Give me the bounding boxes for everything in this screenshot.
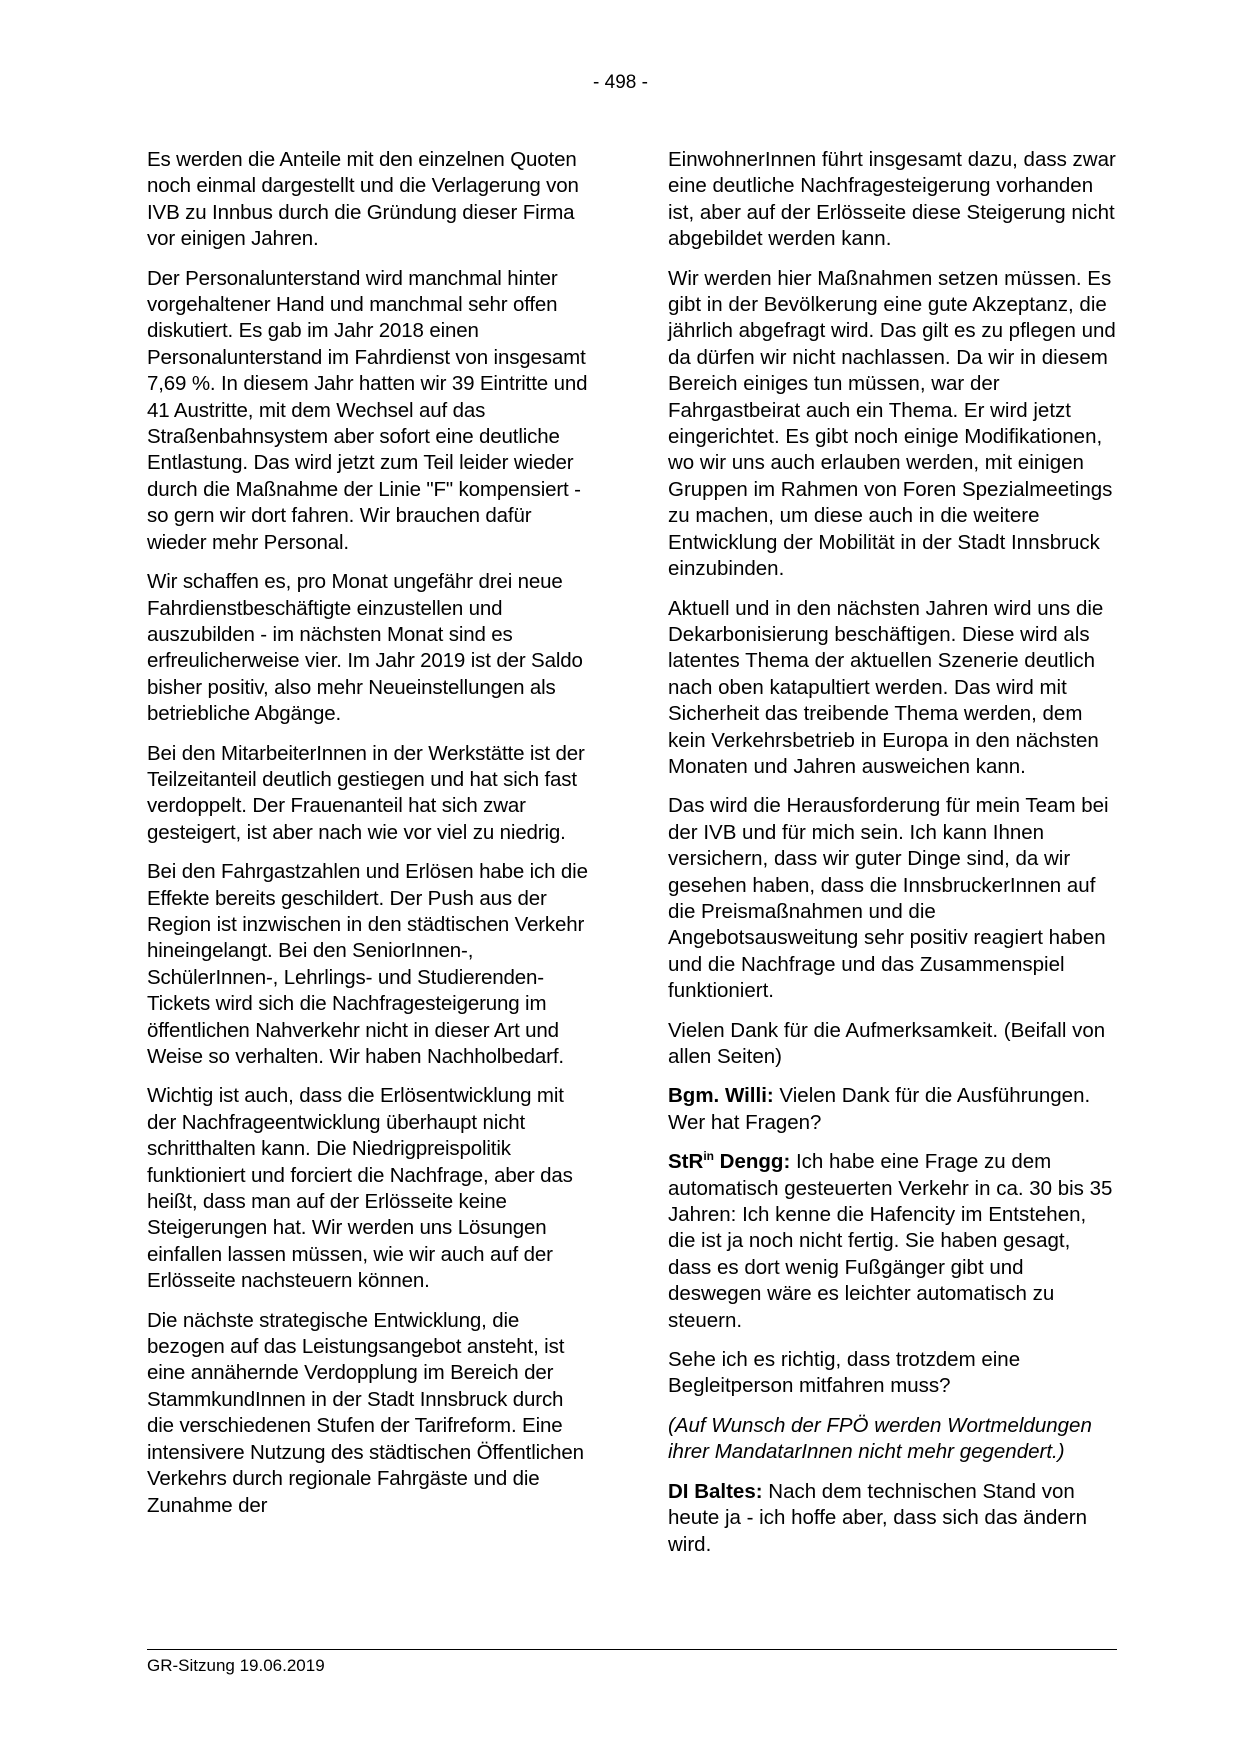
editorial-note: (Auf Wunsch der FPÖ werden Wortmeldungen ihrer MandatarInnen nicht mehr gegendert.) bbox=[668, 1413, 1092, 1464]
speech-willi bbox=[668, 1083, 1116, 1136]
paragraph: Bei den Fahrgastzahlen und Erlösen habe ich die Effekte bereits geschildert. Der Push aus der Region ist inzwischen in den städtischen Verkehr hineingelangt. Bei den SeniorInnen-, SchülerInnen-, Lehrlings- und Studierenden-Tickets wird sich die Nachfragesteigerung im öffentlichen Nahverkehr nicht in dieser Art und Weise so verhalten. Wir haben Nachholbedarf. bbox=[147, 860, 588, 1068]
speaker-title: StR bbox=[668, 1150, 704, 1174]
paragraph: Bei den MitarbeiterInnen in der Werkstätte ist der Teilzeitanteil deutlich gestiegen und hat sich fast verdoppelt. Der Frauenanteil hat sich zwar gesteigert, ist aber nach wie vor viel zu niedrig. bbox=[147, 741, 585, 844]
left-column bbox=[147, 147, 595, 1532]
speech-text: Vielen Dank für die Ausführungen. Wer hat Fragen? bbox=[668, 1084, 1091, 1134]
paragraph: Sehe ich es richtig, dass trotzdem eine Begleitperson mitfahren muss? bbox=[668, 1348, 1021, 1398]
speaker-name bbox=[668, 1150, 790, 1173]
paragraph: Aktuell und in den nächsten Jahren wird uns die Dekarbonisierung beschäftigen. Diese wird als latentes Thema der aktuellen Szenerie deutlich nach oben katapultiert werden. Das wird mit Sicherheit das treibende Thema werden, dem kein Verkehrsbetrieb in Europa in den nächsten Monaten und Jahren ausweichen kann. bbox=[668, 596, 1104, 778]
paragraph: Es werden die Anteile mit den einzelnen Quoten noch einmal dargestellt und die Verlagerung von IVB zu Innbus durch die Gründung dieser Firma vor einigen Jahren. bbox=[147, 148, 579, 251]
speech-text: Nach dem technischen Stand von heute ja - ich hoffe aber, dass sich das ändern wird. bbox=[668, 1479, 1088, 1556]
paragraph: Wichtig ist auch, dass die Erlösentwicklung mit der Nachfrageentwicklung überhaupt nicht schritthalten kann. Die Niedrigpreispolitik funktioniert und forciert die Nachfrage, aber das heißt, dass man auf der Erlösseite keine Steigerungen hat. Wir werden uns Lösungen einfallen lassen müssen, wie wir auch auf der Erlösseite nachsteuern können. bbox=[147, 1084, 573, 1293]
speaker-name: Bgm. Willi: bbox=[668, 1084, 774, 1108]
paragraph: Die nächste strategische Entwicklung, die bezogen auf das Leistungsangebot ansteht, ist eine annähernde Verdopplung im Bereich der StammkundInnen in der Stadt Innsbruck durch die verschiedenen Stufen der Tarifreform. Eine intensivere Nutzung des städtischen Öffentlichen Verkehrs durch regionale Fahrgäste und die Zunahme der bbox=[147, 1308, 584, 1517]
speaker-surname: Dengg: bbox=[713, 1150, 791, 1174]
page-number: - 498 - bbox=[593, 72, 648, 93]
paragraph: Wir werden hier Maßnahmen setzen müssen. Es gibt in der Bevölkerung eine gute Akzeptanz, die jährlich abgefragt wird. Das gilt es zu pflegen und da dürfen wir nicht nachlassen. Da wir in diesem Bereich einiges tun müssen, war der Fahrgastbeirat auch ein Thema. Er wird jetzt eingerichtet. Es gibt noch einige Modifikationen, wo wir uns auch erlauben werden, mit einigen Gruppen im Rahmen von Foren Spezialmeetings zu machen, um diese auch in die weitere Entwicklung der Mobilität in der Stadt Innsbruck einzubinden. bbox=[668, 266, 1116, 581]
footer-session-date: GR-Sitzung 19.06.2019 bbox=[147, 1656, 325, 1675]
speech-baltes bbox=[668, 1479, 1116, 1558]
right-column bbox=[668, 147, 1116, 1571]
paragraph: Vielen Dank für die Aufmerksamkeit. (Beifall von allen Seiten) bbox=[668, 1018, 1106, 1068]
paragraph: EinwohnerInnen führt insgesamt dazu, dass zwar eine deutliche Nachfragesteigerung vorhanden ist, aber auf der Erlösseite diese Steigerung nicht abgebildet werden kann. bbox=[668, 148, 1116, 251]
paragraph: Wir schaffen es, pro Monat ungefähr drei neue Fahrdienstbeschäftigte einzustellen und auszubilden - im nächsten Monat sind es erfreulicherweise vier. Im Jahr 2019 ist der Saldo bisher positiv, also mehr Neueinstellungen als betriebliche Abgänge. bbox=[147, 570, 583, 726]
speaker-title-suffix: in bbox=[703, 1149, 714, 1164]
speech-dengg bbox=[668, 1149, 1116, 1334]
speech-text: Ich habe eine Frage zu dem automatisch gesteuerten Verkehr in ca. 30 bis 35 Jahren: Ich kenne die Hafencity im Entstehen, die ist ja noch nicht fertig. Sie haben gesagt, dass es dort wenig Fußgänger gibt und deswegen wäre es leichter automatisch zu steuern. bbox=[668, 1150, 1113, 1332]
paragraph: Das wird die Herausforderung für mein Team bei der IVB und für mich sein. Ich kann Ihnen versichern, dass wir guter Dinge sind, da wir gesehen haben, dass die InnsbruckerInnen auf die Preismaßnahmen und die Angebotsausweitung sehr positiv reagiert haben und die Nachfrage und das Zusammenspiel funktioniert. bbox=[668, 794, 1109, 1003]
footer-divider bbox=[147, 1649, 1117, 1650]
paragraph: Der Personalunterstand wird manchmal hinter vorgehaltener Hand und manchmal sehr offen diskutiert. Es gab im Jahr 2018 einen Personalunterstand im Fahrdienst von insgesamt 7,69 %. In diesem Jahr hatten wir 39 Eintritte und 41 Austritte, mit dem Wechsel auf das Straßenbahnsystem aber sofort eine deutliche Entlastung. Das wird jetzt zum Teil leider wieder durch die Maßnahme der Linie "F" kompensiert - so gern wir dort fahren. Wir brauchen dafür wieder mehr Personal. bbox=[147, 266, 588, 554]
speaker-name: DI Baltes: bbox=[668, 1479, 763, 1503]
